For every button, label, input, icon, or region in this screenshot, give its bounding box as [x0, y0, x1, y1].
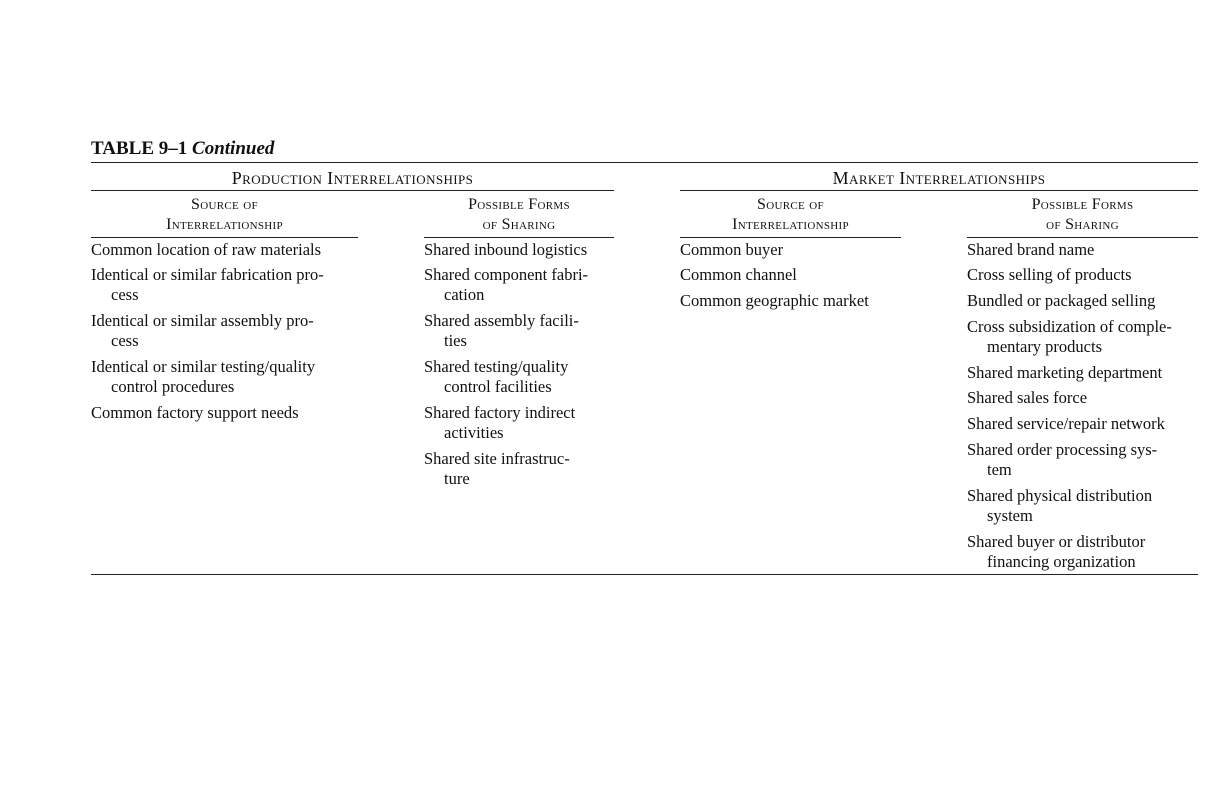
table-cell: [967, 265, 1132, 285]
cell-line: Shared testing/quality: [424, 357, 569, 376]
table-cell: [424, 449, 570, 489]
market-source-header: [680, 195, 901, 235]
production-forms-header-rule: [424, 237, 614, 238]
cell-line: activities: [444, 423, 504, 442]
cell-line: mentary products: [987, 337, 1103, 356]
table-cell: [967, 240, 1094, 260]
header-line: Possible Forms: [1031, 196, 1134, 213]
table-cell: [424, 357, 568, 397]
cell-line: Shared buyer or distributor: [967, 532, 1146, 551]
table-cell: [91, 265, 324, 305]
header-line: of Sharing: [1046, 216, 1119, 233]
cell-line: Shared service/repair network: [967, 414, 1165, 433]
cell-line: Common factory support needs: [91, 403, 299, 422]
cell-line: ture: [444, 469, 470, 488]
market-heading: Market Interrelationships: [832, 168, 1046, 188]
production-source-header-rule: [91, 237, 358, 238]
table-cell: [680, 265, 797, 285]
header-line: Source of: [191, 196, 258, 213]
table-cell: [967, 291, 1155, 311]
cell-line: control facilities: [444, 377, 552, 396]
table-cell: [91, 357, 315, 397]
header-line: of Sharing: [482, 216, 556, 233]
cell-line: ties: [444, 331, 467, 350]
cell-line: Shared sales force: [967, 388, 1088, 407]
cell-line: Cross subsidization of comple-: [967, 317, 1172, 336]
cell-line: cess: [111, 285, 139, 304]
cell-line: Shared brand name: [967, 240, 1095, 259]
table-cell: [91, 403, 299, 423]
table-cell: [424, 403, 575, 443]
cell-line: Cross selling of products: [967, 265, 1132, 284]
market-source-header-rule: [680, 237, 901, 238]
market-heading-rule: [680, 190, 1198, 191]
cell-line: Shared assembly facili-: [424, 311, 579, 330]
table-cell: [424, 311, 579, 351]
table-cell: [967, 486, 1152, 526]
cell-line: Common location of raw materials: [91, 240, 322, 259]
header-line: Interrelationship: [732, 216, 849, 233]
header-line: Possible Forms: [468, 196, 570, 213]
production-forms-header: [424, 195, 614, 235]
table-cell: [680, 291, 869, 311]
table-cell: [967, 532, 1145, 572]
table-cell: [424, 265, 588, 305]
cell-line: Bundled or packaged selling: [967, 291, 1156, 310]
market-forms-header: [967, 195, 1198, 235]
cell-line: Shared site infrastruc-: [424, 449, 570, 468]
table-cell: [91, 240, 321, 260]
table-cell: [967, 317, 1172, 357]
table-title: [91, 137, 274, 161]
cell-line: tem: [987, 460, 1012, 479]
table-cell: [967, 414, 1165, 434]
cell-line: Shared physical distribution: [967, 486, 1153, 505]
table-cell: [967, 388, 1087, 408]
market-forms-header-rule: [967, 237, 1198, 238]
table-cell: [424, 240, 587, 260]
cell-line: cation: [444, 285, 485, 304]
cell-line: cess: [111, 331, 139, 350]
production-heading: Production Interrelationships: [231, 168, 474, 188]
table-cell: [967, 363, 1162, 383]
table-cell: [680, 240, 783, 260]
production-heading-rule: [91, 190, 614, 191]
cell-line: Shared marketing department: [967, 363, 1163, 382]
production-source-header: [91, 195, 358, 235]
cell-line: Common buyer: [680, 240, 784, 259]
cell-line: system: [987, 506, 1033, 525]
cell-line: Shared inbound logistics: [424, 240, 588, 259]
table-cell: [91, 311, 314, 351]
cell-line: Shared component fabri-: [424, 265, 589, 284]
bottom-rule: [91, 574, 1198, 575]
cell-line: Shared factory indirect: [424, 403, 576, 422]
table-label: TABLE 9–1: [91, 138, 188, 159]
cell-line: Identical or similar testing/quality: [91, 357, 316, 376]
table-cell: [967, 440, 1157, 480]
header-line: Interrelationship: [166, 216, 283, 233]
cell-line: control procedures: [111, 377, 235, 396]
cell-line: financing organization: [987, 552, 1136, 571]
cell-line: Identical or similar fabrication pro-: [91, 265, 324, 284]
cell-line: Shared order processing sys-: [967, 440, 1158, 459]
cell-line: Common channel: [680, 265, 797, 284]
cell-line: Identical or similar assembly pro-: [91, 311, 314, 330]
header-line: Source of: [757, 196, 824, 213]
table-continued: Continued: [192, 138, 275, 159]
cell-line: Common geographic market: [680, 291, 869, 310]
top-rule: [91, 162, 1198, 163]
